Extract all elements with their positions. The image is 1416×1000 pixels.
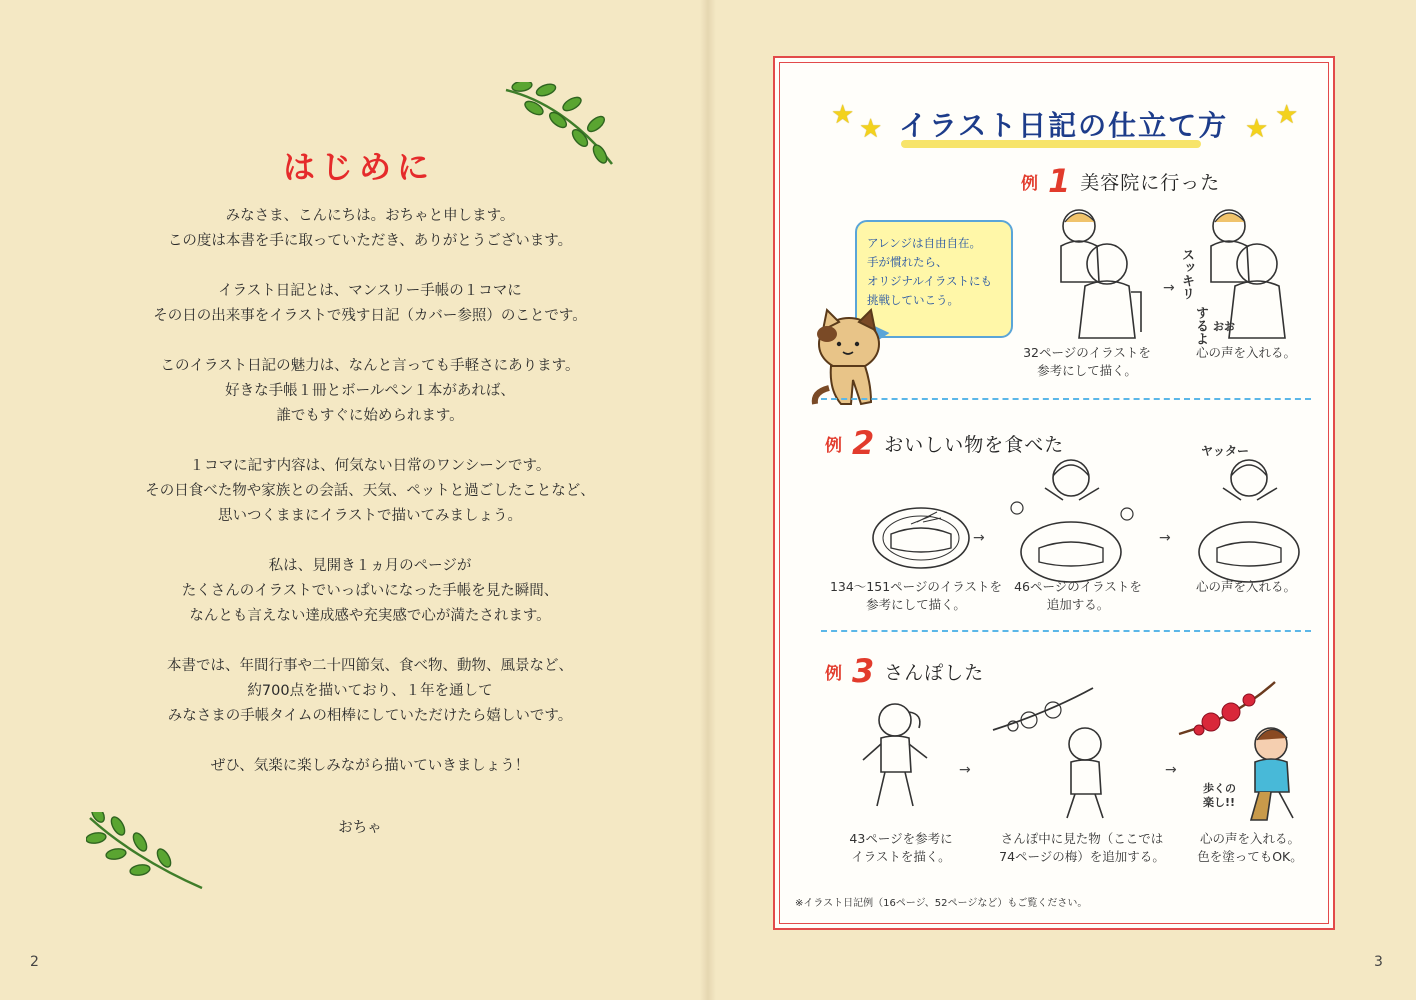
eating-illustration (1007, 448, 1137, 588)
paragraph (110, 654, 630, 729)
bubble-line: オリジナルイラストにも (867, 274, 993, 288)
text-line: 私は、見開き１ヵ月のページが (268, 558, 472, 574)
example-label: 例 (825, 663, 842, 684)
example-number: 1 (1048, 162, 1071, 200)
text-line: ぜひ、気楽に楽しみながら描いていきましょう！ (210, 758, 530, 774)
arrow: → (1163, 280, 1175, 296)
signature: おちゃ (338, 820, 382, 836)
plum-branch-walk-illustration (989, 682, 1139, 822)
flower-icon (1194, 694, 1255, 735)
text-line: 思いつくままにイラストで描いてみましょう。 (217, 508, 523, 524)
caption-line: イラストを描く。 (851, 849, 951, 864)
page-number: 3 (1374, 954, 1383, 970)
arrow: → (1165, 762, 1177, 778)
caption-line: 参考にして描く。 (866, 597, 966, 612)
step-caption (1007, 344, 1167, 380)
caption-line: 32ページのイラストを (1023, 345, 1151, 360)
sfx-line: 歩くの (1203, 782, 1236, 795)
panel-title: イラスト日記の仕立て方 (899, 109, 1229, 142)
page-number: 2 (30, 954, 39, 970)
paragraph (110, 454, 630, 529)
caption-line: 74ページの梅）を追加する。 (999, 849, 1165, 864)
text-line: なんとも言えない達成感や充実感で心が満たされます。 (189, 608, 551, 624)
arrow: → (959, 762, 971, 778)
step-caption (821, 578, 1011, 614)
eating-voice-illustration (1185, 448, 1315, 588)
flower-icon (1008, 702, 1061, 731)
bubble-line: 手が慣れたら、 (867, 255, 948, 269)
sound-effect: するよ (1193, 306, 1208, 345)
example-1-heading (1021, 162, 1220, 200)
text-line: 好きな手帳１冊とボールペン１本があれば、 (225, 383, 515, 399)
plate-illustration (871, 498, 971, 578)
text-line: みなさま、こんにちは。おちゃと申します。 (225, 208, 515, 224)
star-icon: ★ (1245, 114, 1269, 144)
caption-line: 43ページを参考に (849, 831, 953, 846)
paragraph (110, 204, 630, 254)
step-caption (1185, 830, 1315, 866)
caption-line: 追加する。 (1046, 597, 1110, 612)
salon-illustration (1045, 202, 1155, 342)
example-label: 例 (1021, 173, 1038, 194)
example-title: 美容院に行った (1080, 171, 1221, 194)
leaf-branch-icon (86, 812, 206, 892)
star-icon: ★ (831, 100, 855, 130)
example-number: 3 (852, 652, 875, 690)
bubble-line: 挑戦していこう。 (867, 293, 959, 307)
sfx-line: 楽し!! (1203, 796, 1236, 809)
caption-line: 心の声を入れる。 (1195, 579, 1296, 594)
caption-line: 134〜151ページのイラストを (829, 579, 1003, 594)
paragraph (110, 554, 630, 629)
page-title: はじめに (282, 148, 435, 186)
how-to-panel (773, 56, 1335, 930)
divider (821, 398, 1311, 400)
star-icon: ★ (1275, 100, 1299, 130)
leaf-branch-icon (500, 82, 620, 172)
text-line: 本書では、年間行事や二十四節気、食べ物、動物、風景など、 (167, 658, 573, 674)
footnote: ※イラスト日記例（16ページ、52ページなど）もご覧ください。 (795, 898, 1088, 909)
caption-line: 46ページのイラストを (1014, 579, 1142, 594)
caption-line: さんぽ中に見た物（ここでは (1000, 831, 1164, 846)
text-line: この度は本書を手に取っていただき、ありがとうございます。 (167, 233, 573, 249)
paragraph (110, 354, 630, 429)
caption-line: 色を塗ってもOK。 (1197, 849, 1303, 864)
example-3-heading (825, 652, 984, 690)
paragraph (110, 279, 630, 329)
step-caption (821, 830, 981, 866)
step-caption (987, 830, 1177, 866)
caption-line: 心の声を入れる。 (1195, 345, 1296, 360)
text-line: みなさまの手帳タイムの相棒にしていただけたら嬉しいです。 (167, 708, 573, 724)
example-number: 2 (852, 424, 875, 462)
text-line: １コマに記す内容は、何気ない日常のワンシーンです。 (189, 458, 551, 474)
caption-line: 参考にして描く。 (1037, 363, 1137, 378)
text-line: その日食べた物や家族との会話、天気、ペットと過ごしたことなど、 (145, 483, 595, 499)
example-label: 例 (825, 435, 842, 456)
cat-icon (805, 300, 895, 410)
step-caption (1181, 344, 1311, 362)
text-line: たくさんのイラストでいっぱいになった手帳を見た瞬間、 (181, 583, 559, 599)
plum-branch-color-illustration (1175, 678, 1315, 828)
sound-effect: ヤッター (1201, 444, 1250, 458)
example-title: さんぽした (884, 661, 985, 684)
page-gutter (700, 0, 716, 1000)
sound-effect (1203, 782, 1236, 810)
sound-effect: おお (1213, 320, 1235, 333)
sound-effect: スッキリ (1179, 248, 1194, 300)
step-caption (1181, 578, 1311, 596)
text-line: 誰でもすぐに始められます。 (276, 408, 464, 424)
arrow: → (1159, 530, 1171, 546)
paragraph (110, 754, 630, 779)
walking-girl-illustration (851, 698, 951, 818)
arrow: → (973, 530, 985, 546)
text-line: イラスト日記とは、マンスリー手帳の１コマに (218, 283, 522, 299)
caption-line: 心の声を入れる。 (1199, 831, 1300, 846)
text-line: このイラスト日記の魅力は、なんと言っても手軽さにあります。 (160, 358, 580, 374)
salon-voice-illustration (1195, 202, 1305, 342)
intro-text (110, 204, 630, 804)
step-caption (1013, 578, 1143, 614)
text-line: 約700点を描いており、１年を通して (247, 683, 493, 699)
flower-icon (1011, 502, 1133, 520)
divider (821, 630, 1311, 632)
star-icon: ★ (859, 114, 883, 144)
bubble-line: アレンジは自由自在。 (867, 236, 981, 250)
text-line: その日の出来事をイラストで残す日記（カバー参照）のことです。 (153, 308, 587, 324)
example-title: おいしい物を食べた (884, 433, 1065, 456)
